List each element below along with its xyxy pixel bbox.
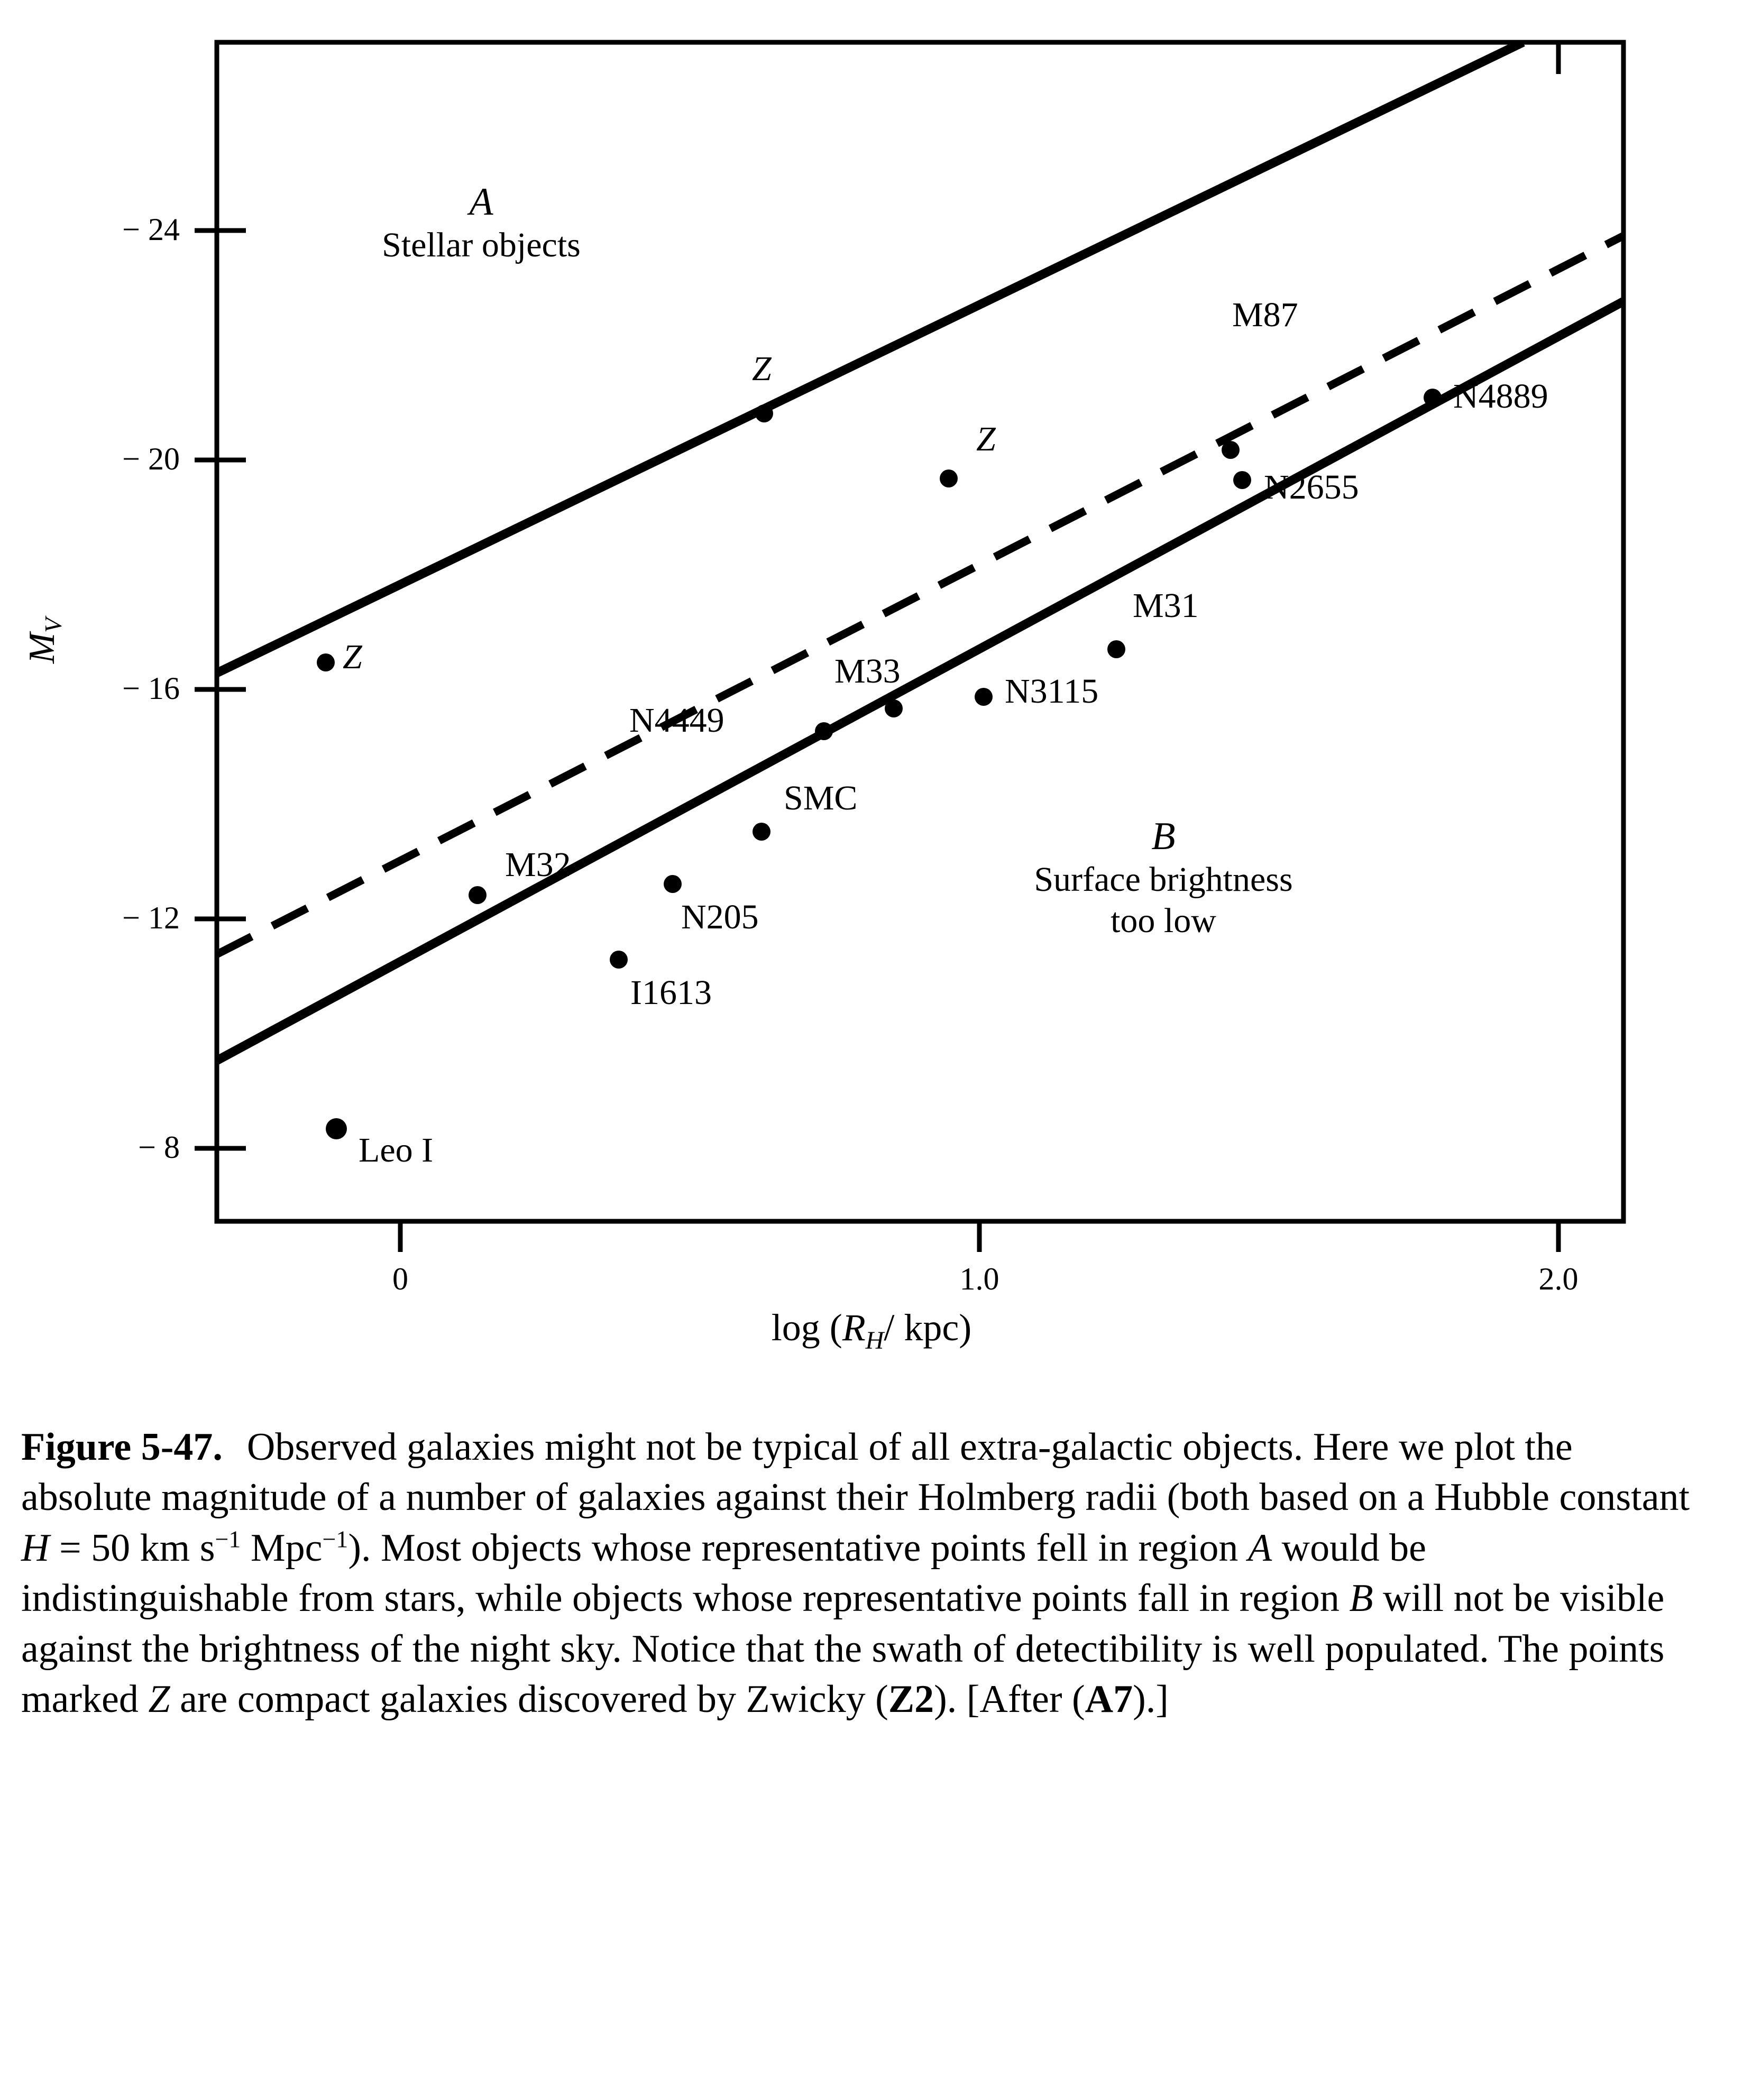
y-tick-stubs bbox=[195, 231, 217, 1148]
x-tick-label-2: 2.0 bbox=[1538, 1261, 1579, 1296]
point-m87 bbox=[1222, 441, 1240, 459]
caption-part-5: are compact galaxies discovered by Zwicky ( bbox=[170, 1678, 888, 1721]
caption-region-z: Z bbox=[148, 1678, 170, 1721]
y-axis-symbol: M bbox=[22, 632, 62, 664]
x-tick-label-1: 1.0 bbox=[959, 1261, 999, 1296]
x-axis-variable: R bbox=[842, 1306, 866, 1349]
point-i1613 bbox=[610, 951, 628, 969]
caption-part-3: would be indistinguishable from stars, while objects whose representative points fall in region bbox=[21, 1526, 1426, 1620]
point-label-smc: SMC bbox=[784, 779, 858, 817]
region-b-text-line2: too low bbox=[1111, 901, 1216, 940]
caption-region-a: A bbox=[1247, 1526, 1272, 1570]
x-axis-title bbox=[0, 1306, 1743, 1355]
region-a-text: Stellar objects bbox=[382, 226, 581, 264]
point-n4889 bbox=[1424, 389, 1442, 407]
y-axis-title bbox=[21, 618, 67, 664]
point-label-z2: Z bbox=[752, 349, 772, 388]
x-tick-label-0: 0 bbox=[392, 1261, 408, 1296]
point-label-n205: N205 bbox=[681, 898, 759, 936]
y-tick-label-16: − 16 bbox=[122, 671, 180, 706]
caption-exp-1: −1 bbox=[215, 1525, 241, 1553]
point-label-n4449: N4449 bbox=[629, 701, 724, 740]
point-n205 bbox=[664, 875, 682, 893]
point-m32 bbox=[469, 886, 487, 904]
point-leoi bbox=[326, 1118, 347, 1139]
caption-part-6: ). [After ( bbox=[934, 1678, 1085, 1721]
figure-number: Figure 5-47. bbox=[21, 1425, 223, 1469]
caption-part-1: Observed galaxies might not be typical of all extra-galactic objects. Here we plot the absolute magnitude of a number of galaxies against their Holmberg radii (both based on a Hubble constant bbox=[21, 1425, 1690, 1519]
point-m33 bbox=[885, 699, 903, 717]
point-n4449 bbox=[815, 722, 833, 740]
point-smc bbox=[753, 823, 770, 841]
x-axis-suffix: / kpc) bbox=[884, 1306, 972, 1349]
region-a-letter: A bbox=[469, 180, 493, 224]
y-tick-label-20: − 20 bbox=[122, 441, 180, 476]
point-label-z1: Z bbox=[343, 638, 362, 676]
point-label-n4889: N4889 bbox=[1453, 377, 1548, 416]
y-tick-label-24: − 24 bbox=[122, 212, 180, 247]
point-label-m31: M31 bbox=[1133, 586, 1199, 625]
caption-exp-2: −1 bbox=[322, 1525, 348, 1553]
caption-reference-a7: A7 bbox=[1085, 1678, 1133, 1721]
point-label-leoi: Leo I bbox=[359, 1131, 434, 1169]
point-label-m33: M33 bbox=[834, 652, 901, 690]
figure-caption bbox=[21, 1422, 1703, 1725]
region-a-annotation bbox=[296, 180, 666, 266]
point-label-m32: M32 bbox=[505, 845, 571, 884]
point-m31 bbox=[1107, 640, 1125, 658]
caption-symbol-h: H bbox=[21, 1526, 50, 1570]
x-ticks bbox=[400, 1221, 1558, 1252]
point-label-z3: Z bbox=[976, 420, 996, 458]
point-label-i1613: I1613 bbox=[630, 973, 712, 1012]
y-tick-label-8: − 8 bbox=[138, 1130, 180, 1165]
point-z1 bbox=[317, 653, 335, 671]
caption-part-4: will not be visible against the brightness of the night sky. Notice that the swath of detectibility is well populated. The points marked bbox=[21, 1577, 1665, 1721]
point-label-n3115: N3115 bbox=[1005, 672, 1099, 711]
caption-part-2: ). Most objects whose representative points fell in region bbox=[348, 1526, 1248, 1570]
point-z3 bbox=[940, 469, 958, 487]
region-b-annotation bbox=[899, 814, 1428, 942]
x-axis-prefix: log ( bbox=[771, 1306, 842, 1349]
caption-const-eq: = 50 km s bbox=[49, 1526, 215, 1570]
point-label-m87: M87 bbox=[1232, 296, 1298, 334]
region-b-text-line1: Surface brightness bbox=[1034, 860, 1293, 899]
region-b-letter: B bbox=[1151, 815, 1176, 858]
point-n3115 bbox=[975, 688, 993, 706]
caption-region-b: B bbox=[1349, 1577, 1373, 1620]
y-tick-label-12: − 12 bbox=[122, 900, 180, 935]
caption-reference-z2: Z2 bbox=[888, 1678, 934, 1721]
caption-part-7: ).] bbox=[1133, 1678, 1169, 1721]
point-label-n2655: N2655 bbox=[1264, 468, 1359, 506]
x-axis-subscript: H bbox=[865, 1327, 884, 1355]
caption-const-mid: Mpc bbox=[241, 1526, 323, 1570]
point-z2 bbox=[755, 404, 773, 422]
point-n2655 bbox=[1233, 471, 1251, 489]
y-axis-subscript: V bbox=[40, 618, 67, 633]
